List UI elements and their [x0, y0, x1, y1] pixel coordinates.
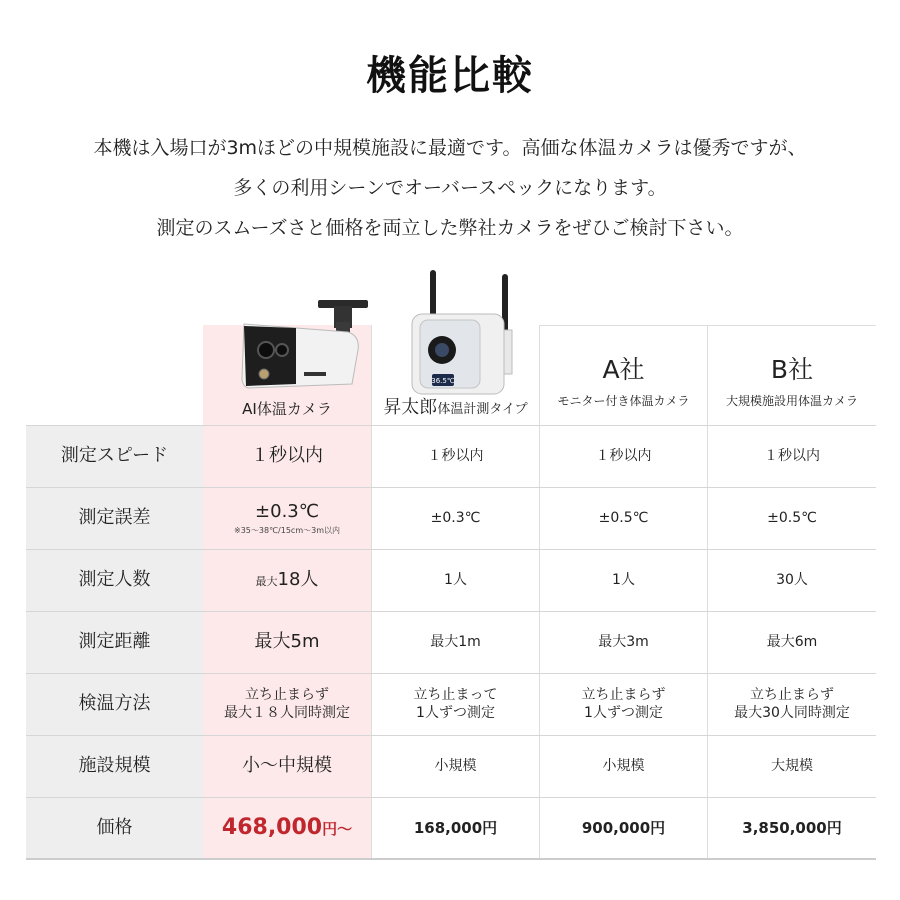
table-row: [26, 425, 876, 487]
table-row-price: [26, 797, 876, 860]
company-name: A社: [602, 355, 645, 384]
row-label: 価格: [26, 798, 203, 858]
row-label: 測定人数: [26, 550, 203, 611]
table-row: [26, 735, 876, 797]
cell-company-a: 小規模: [539, 736, 707, 797]
cell-shotaro: ±0.3℃: [371, 488, 539, 549]
table-row: [26, 549, 876, 611]
table-row: [26, 611, 876, 673]
cell-shotaro: 小規模: [371, 736, 539, 797]
shotaro-camera-image: [406, 270, 526, 398]
intro-text: [0, 128, 900, 248]
cell-shotaro: 最大1m: [371, 612, 539, 673]
cell-ai: 小〜中規模: [203, 736, 371, 797]
cell-company-a: １秒以内: [539, 426, 707, 487]
cell-company-a: ±0.5℃: [539, 488, 707, 549]
cell-company-a: [539, 798, 707, 858]
header-company-b: [707, 325, 876, 425]
row-label: 測定誤差: [26, 488, 203, 549]
price-value: [222, 814, 352, 842]
cell-value: 18人: [277, 569, 319, 591]
cell-company-b: １秒以内: [707, 426, 876, 487]
cell-prefix: 最大: [255, 575, 278, 589]
intro-line: 測定のスムーズさと価格を両立した弊社カメラをぜひご検討下さい。: [156, 217, 744, 239]
cell-shotaro: 1人: [371, 550, 539, 611]
price-value: 900,000円: [581, 818, 666, 837]
table-row: [26, 673, 876, 735]
cell-line: 立ち止まらず: [750, 687, 834, 703]
cell-ai: １秒以内: [203, 426, 371, 487]
price-suffix: 円〜: [322, 820, 353, 839]
cell-line: 最大１８人同時測定: [224, 704, 350, 721]
company-product: モニター付き体温カメラ: [557, 394, 690, 408]
row-label: 施設規模: [26, 736, 203, 797]
cell-ai: [203, 674, 371, 735]
company-product: 大規模施設用体温カメラ: [725, 394, 858, 408]
price-number: 468,000: [221, 815, 323, 841]
cell-ai: [203, 488, 371, 549]
cell-line: 1人ずつ測定: [416, 704, 495, 721]
ai-camera-image: [240, 292, 370, 392]
cell-note: ※35〜38℃/15cm〜3m以内: [234, 525, 340, 535]
comparison-table: [26, 325, 876, 860]
cell-company-b: [707, 674, 876, 735]
company-name: B社: [770, 355, 814, 384]
cell-company-a: 最大3m: [539, 612, 707, 673]
product-name-main: 昇太郎: [383, 397, 438, 418]
cell-shotaro: [371, 674, 539, 735]
header-company-a: [539, 325, 707, 425]
cell-ai: [203, 550, 371, 611]
cell-company-b: 大規模: [707, 736, 876, 797]
intro-line: 多くの利用シーンでオーバースペックになります。: [233, 177, 667, 199]
product-name-sub: 体温計測タイプ: [437, 402, 528, 417]
table-row: [26, 487, 876, 549]
product-name: AI体温カメラ: [242, 400, 332, 418]
cell-company-b: 30人: [707, 550, 876, 611]
cell-line: 立ち止まらず: [581, 687, 666, 703]
cell-ai: [203, 798, 371, 858]
price-value: 168,000円: [413, 818, 498, 837]
cell-shotaro: １秒以内: [371, 426, 539, 487]
cell-ai: 最大5m: [203, 612, 371, 673]
row-label: 検温方法: [26, 674, 203, 735]
cell-company-a: [539, 674, 707, 735]
row-label: 測定距離: [26, 612, 203, 673]
page-title: 機能比較: [366, 53, 534, 99]
cell-company-b: 最大6m: [707, 612, 876, 673]
price-value: 3,850,000円: [742, 818, 842, 837]
cell-line: 最大30人同時測定: [734, 704, 850, 721]
cell-line: 1人ずつ測定: [584, 704, 663, 721]
cell-company-b: ±0.5℃: [707, 488, 876, 549]
cell-line: 立ち止まらず: [245, 687, 329, 703]
cell-value: ±0.3℃: [255, 501, 319, 523]
cell-line: 立ち止まって: [413, 687, 498, 703]
cell-company-b: [707, 798, 876, 858]
cell-company-a: 1人: [539, 550, 707, 611]
temperature-badge: 36.5℃: [431, 377, 455, 385]
intro-line: 本機は入場口が3mほどの中規模施設に最適です。高価な体温カメラは優秀ですが、: [93, 137, 807, 159]
row-label: 測定スピード: [26, 426, 203, 487]
cell-shotaro: [371, 798, 539, 858]
